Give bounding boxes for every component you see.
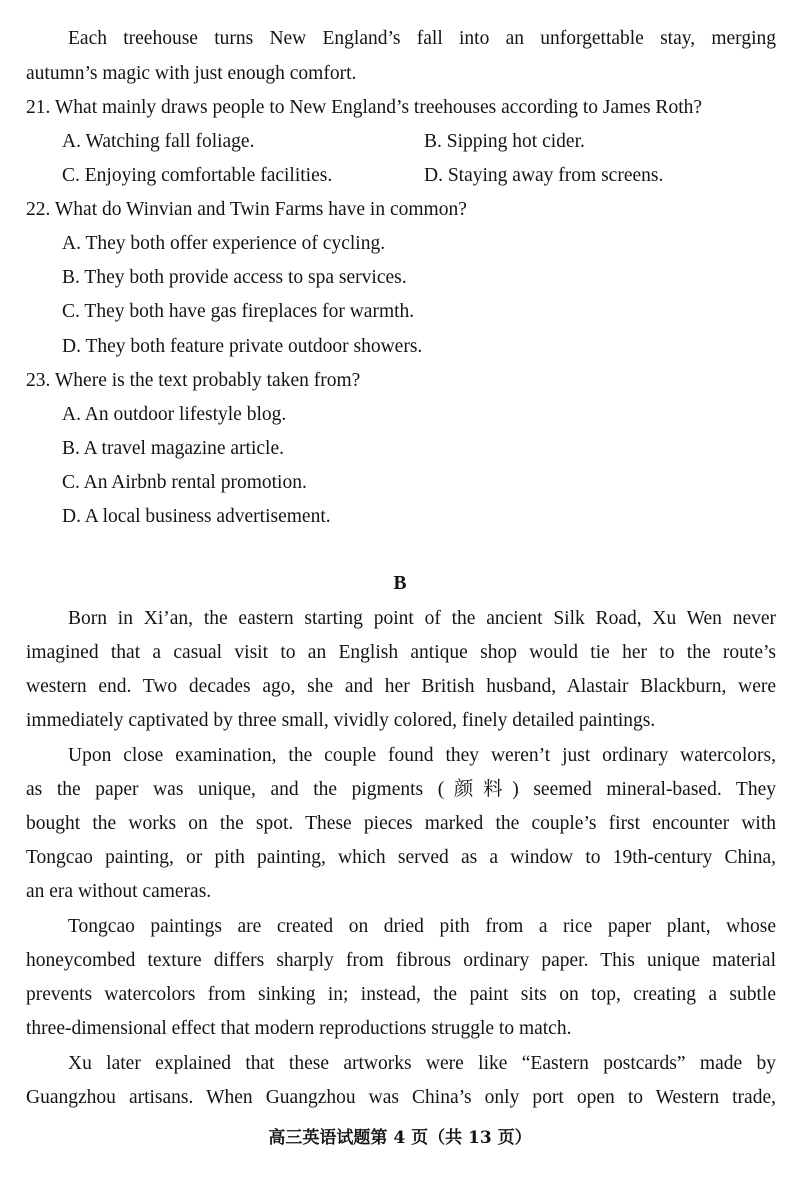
passage-b-line: Xu later explained that these artworks were like “Eastern postcards” made by	[68, 1053, 776, 1074]
question-22-option-a: A. They both offer experience of cycling.	[62, 233, 386, 254]
question-22-option-d: D. They both feature private outdoor showers.	[62, 336, 423, 357]
passage-b-line: bought the works on the spot. These pieces marked the couple’s first encounter with	[26, 813, 776, 834]
question-21-option-d: D. Staying away from screens.	[424, 165, 664, 186]
passage-b-line: honeycombed texture differs sharply from fibrous ordinary paper. This unique material	[26, 950, 776, 971]
question-21-option-a: A. Watching fall foliage.	[62, 131, 255, 152]
passage-b-line: an era without cameras.	[26, 881, 212, 902]
passage-b-line: immediately captivated by three small, vividly colored, finely detailed paintings.	[26, 710, 656, 731]
passage-a-line: autumn’s magic with just enough comfort.	[26, 63, 357, 84]
passage-b-line: Guangzhou artisans. When Guangzhou was China’s only port open to Western trade,	[26, 1087, 776, 1108]
passage-b-line: Tongcao paintings are created on dried pith from a rice paper plant, whose	[68, 916, 776, 937]
question-22-stem: 22. What do Winvian and Twin Farms have in common?	[26, 199, 467, 220]
question-22-option-c: C. They both have gas fireplaces for warmth.	[62, 301, 415, 322]
question-23-option-c: C. An Airbnb rental promotion.	[62, 472, 307, 493]
question-21-option-c: C. Enjoying comfortable facilities.	[62, 165, 333, 186]
page-footer: 高三英语试题第 4 页（共 13 页）	[268, 1128, 532, 1148]
passage-b-line: western end. Two decades ago, she and her British husband, Alastair Blackburn, were	[26, 676, 776, 697]
passage-b-line: as the paper was unique, and the pigments (颜料) seemed mineral-based. They	[26, 779, 776, 800]
question-21-option-b: B. Sipping hot cider.	[424, 131, 585, 152]
question-22-option-b: B. They both provide access to spa services.	[62, 267, 407, 288]
passage-b-line: Upon close examination, the couple found they weren’t just ordinary watercolors,	[68, 745, 776, 766]
question-23-option-a: A. An outdoor lifestyle blog.	[62, 404, 287, 425]
question-23-stem: 23. Where is the text probably taken from?	[26, 370, 361, 391]
question-23-option-d: D. A local business advertisement.	[62, 506, 331, 527]
section-b-heading: B	[393, 573, 407, 594]
passage-b-line: three-dimensional effect that modern reproductions struggle to match.	[26, 1018, 572, 1039]
passage-b-line: Born in Xi’an, the eastern starting point of the ancient Silk Road, Xu Wen never	[68, 608, 776, 629]
question-21-stem: 21. What mainly draws people to New England’s treehouses according to James Roth?	[26, 97, 703, 118]
question-23-option-b: B. A travel magazine article.	[62, 438, 284, 459]
passage-b-line: imagined that a casual visit to an English antique shop would tie her to the route’s	[26, 642, 776, 663]
passage-b-line: Tongcao painting, or pith painting, which served as a window to 19th-century China,	[26, 847, 776, 868]
passage-a-line: Each treehouse turns New England’s fall into an unforgettable stay, merging	[68, 28, 776, 49]
passage-b-line: prevents watercolors from sinking in; instead, the paint sits on top, creating a subtle	[26, 984, 776, 1005]
